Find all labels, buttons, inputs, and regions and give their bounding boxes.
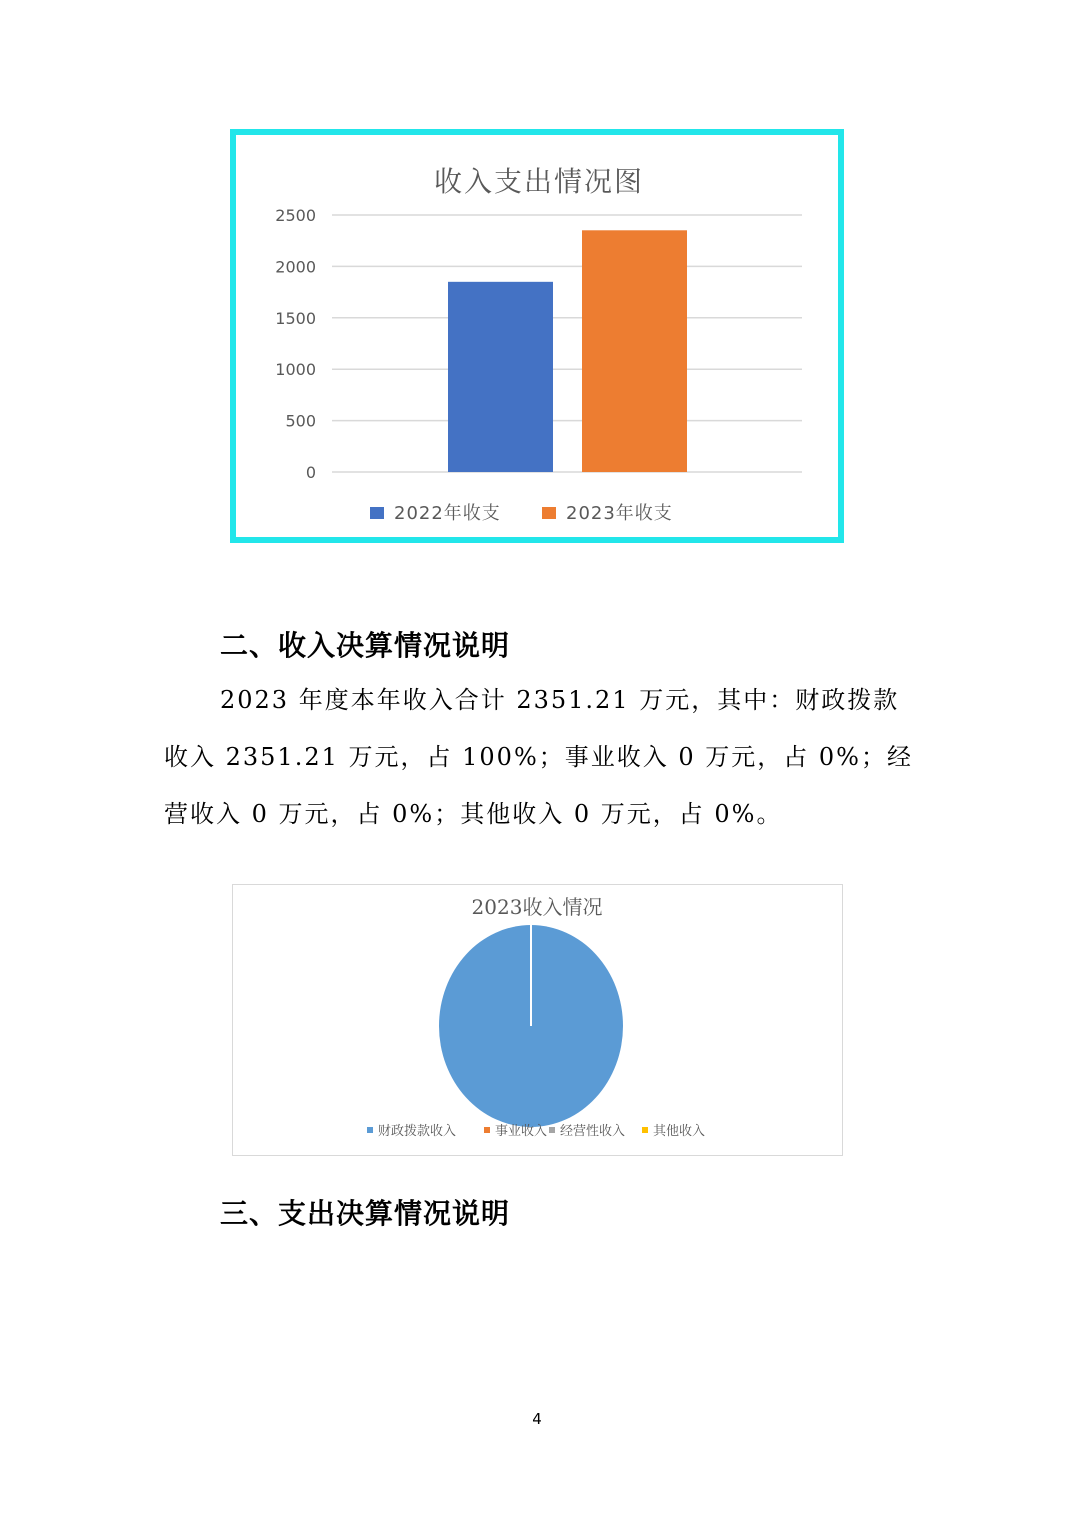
pie-chart-title: 2023收入情况 — [471, 895, 603, 919]
legend-swatch — [542, 507, 556, 519]
pie-legend-label: 财政拨款收入 — [378, 1124, 457, 1139]
pie-chart-canvas — [233, 885, 842, 1155]
income-section-heading: 二、收入决算情况说明 — [220, 629, 511, 662]
pie-legend-swatch — [549, 1127, 555, 1133]
expense-section-heading: 三、支出决算情况说明 — [220, 1197, 511, 1230]
y-tick-label: 500 — [285, 411, 316, 431]
y-tick-label: 2500 — [275, 206, 316, 225]
income-pie-chart — [232, 884, 843, 1156]
y-tick-label: 1500 — [275, 308, 316, 328]
legend-label: 2022年收支 — [394, 503, 501, 524]
page-number: 4 — [532, 1410, 542, 1428]
legend-label: 2023年收支 — [566, 503, 673, 524]
income-line-3: 营收入 0 万元，占 0%；其他收入 0 万元，占 0%。 — [164, 800, 783, 828]
bar-1 — [448, 282, 553, 472]
y-tick-label: 0 — [305, 463, 316, 482]
bar-2 — [582, 230, 687, 472]
bar-chart-title: 收入支出情况图 — [433, 165, 645, 198]
pie-legend-label: 事业收入 — [495, 1124, 548, 1139]
income-line-1: 2023 年度本年收入合计 2351.21 万元，其中：财政拨款 — [220, 686, 900, 714]
pie-legend-swatch — [367, 1127, 373, 1133]
bar-chart-canvas — [236, 135, 838, 537]
pie-legend-label: 其他收入 — [653, 1124, 706, 1139]
legend-swatch — [370, 507, 384, 519]
income-line-2: 收入 2351.21 万元，占 100%；事业收入 0 万元，占 0%；经 — [164, 743, 913, 771]
pie-legend-label: 经营性收入 — [560, 1124, 626, 1139]
income-paragraph — [164, 672, 924, 843]
y-tick-label: 1000 — [275, 360, 316, 380]
y-tick-label: 2000 — [275, 257, 316, 277]
income-expense-bar-chart — [230, 129, 844, 543]
pie-legend-swatch — [484, 1127, 490, 1133]
pie-legend-swatch — [642, 1127, 648, 1133]
